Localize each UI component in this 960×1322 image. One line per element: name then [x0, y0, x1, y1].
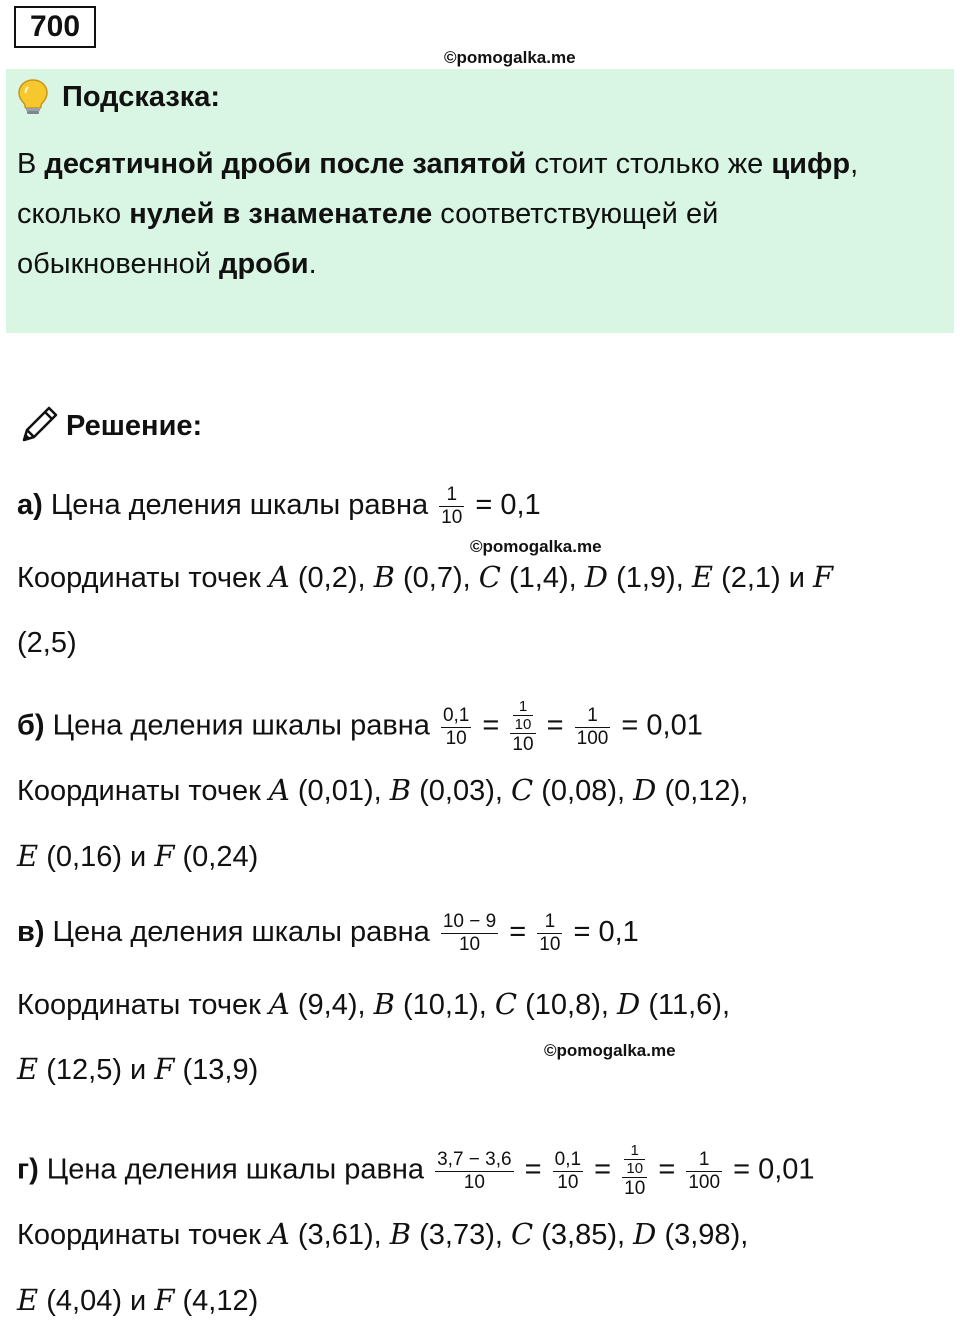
part-a-coords-tail: (2,5): [17, 627, 77, 659]
pencil-icon: [18, 404, 60, 446]
part-a-price: а) Цена деления шкалы равна $\frac{1}{10}$ = 0,1: [17, 484, 541, 528]
fraction: $\frac{0,1}{10}$: [442, 704, 470, 749]
problem-number: 700: [14, 6, 96, 48]
fraction: $\frac{\frac{1}{10}}{10}$: [512, 698, 534, 755]
fraction: $\frac{1}{100}$: [688, 1148, 721, 1193]
watermark: ©pomogalka.me: [470, 537, 602, 556]
part-b-coords-2: E (0,16) и F (0,24): [17, 839, 259, 873]
hint-line-1: В десятичной дроби после запятой стоит столько же цифр,: [17, 148, 859, 180]
fraction: $\frac{1}{100}$: [576, 704, 609, 749]
fraction: $\frac{0,1}{10}$: [554, 1148, 582, 1193]
part-g-coords-2: E (4,04) и F (4,12): [17, 1283, 259, 1317]
hint-title: Подсказка:: [62, 81, 221, 113]
solution-title: Решение:: [66, 410, 203, 442]
part-b-price: б) Цена деления шкалы равна $\frac{0,1}{10}$ = $\frac{\frac{1}{10}}{10}$ = $\frac{1}{100}$ = 0,01: [17, 698, 703, 755]
part-a-coords: Координаты точек A (0,2), B (0,7), C (1,4), D (1,9), E (2,1) и F: [17, 560, 834, 594]
lightbulb-icon: [16, 78, 50, 116]
hint-line-2: сколько нулей в знаменателе соответствующей ей: [17, 198, 719, 230]
watermark: ©pomogalka.me: [444, 48, 576, 67]
watermark: ©pomogalka.me: [544, 1041, 676, 1060]
fraction: $\frac{1}{10}$: [539, 911, 561, 955]
part-v-price: в) Цена деления шкалы равна $\frac{10 - 9}{10}$ = $\frac{1}{10}$ = 0,1: [17, 911, 639, 955]
fraction: $\frac{1}{10}$: [441, 484, 463, 528]
part-b-coords: Координаты точек A (0,01), B (0,03), C (0,08), D (0,12),: [17, 773, 749, 807]
fraction: $\frac{10 - 9}{10}$: [442, 911, 497, 955]
part-g-price: г) Цена деления шкалы равна $\frac{3,7 - 3,6}{10}$ = $\frac{0,1}{10}$ = $\frac{\frac{1}{10}}{10}$ = $\frac{1}{100}$ = 0,01: [17, 1142, 815, 1199]
part-v-coords-2: E (12,5) и F (13,9): [17, 1052, 259, 1086]
fraction: $\frac{\frac{1}{10}}{10}$: [624, 1142, 646, 1199]
part-g-coords: Координаты точек A (3,61), B (3,73), C (3,85), D (3,98),: [17, 1217, 749, 1251]
hint-line-3: обыкновенной дроби.: [17, 248, 317, 280]
part-v-coords: Координаты точек A (9,4), B (10,1), C (10,8), D (11,6),: [17, 987, 730, 1021]
fraction: $\frac{3,7 - 3,6}{10}$: [437, 1148, 512, 1193]
